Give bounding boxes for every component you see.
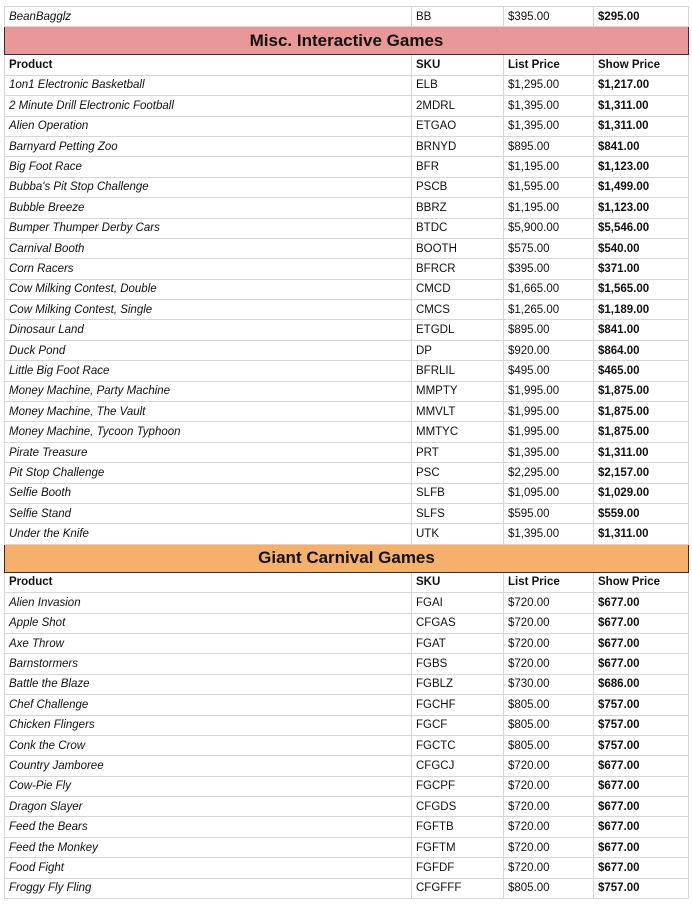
list-price-cell: $895.00 [504, 136, 594, 156]
product-cell: Selfie Booth [5, 483, 412, 503]
show-price-cell: $1,029.00 [594, 483, 689, 503]
product-cell: Barnyard Petting Zoo [5, 136, 412, 156]
product-cell: Pit Stop Challenge [5, 463, 412, 483]
list-price-cell: $1,995.00 [504, 402, 594, 422]
show-price-cell: $1,217.00 [594, 75, 689, 95]
sku-cell: SLFS [412, 503, 504, 523]
list-price-cell: $495.00 [504, 361, 594, 381]
show-price-cell: $371.00 [594, 259, 689, 279]
table-row [5, 695, 689, 715]
sku-cell: BTDC [412, 218, 504, 238]
show-price-cell: $757.00 [594, 735, 689, 755]
sku-cell: SLFB [412, 483, 504, 503]
show-price-cell: $757.00 [594, 715, 689, 735]
section-title: Misc. Interactive Games [5, 27, 689, 55]
list-price-header: List Price [504, 572, 594, 592]
list-price-cell: $1,665.00 [504, 279, 594, 299]
product-cell: Barnstormers [5, 654, 412, 674]
product-cell: Cow-Pie Fly [5, 776, 412, 796]
list-price-cell: $1,595.00 [504, 177, 594, 197]
product-cell: Bubba's Pit Stop Challenge [5, 177, 412, 197]
table-row [5, 340, 689, 360]
product-cell: Froggy Fly Fling [5, 878, 412, 898]
list-price-cell: $1,195.00 [504, 157, 594, 177]
table-row [5, 320, 689, 340]
list-price-cell: $720.00 [504, 837, 594, 857]
sku-cell: FGFTB [412, 817, 504, 837]
table-row [5, 198, 689, 218]
sku-cell: FGAT [412, 633, 504, 653]
list-price-cell: $395.00 [504, 259, 594, 279]
table-row [5, 75, 689, 95]
section-title: Giant Carnival Games [5, 544, 689, 572]
sku-cell: ELB [412, 75, 504, 95]
product-cell: Dragon Slayer [5, 797, 412, 817]
product-cell: Under the Knife [5, 524, 412, 544]
sku-cell: FGAI [412, 593, 504, 613]
table-row [5, 715, 689, 735]
table-row [5, 797, 689, 817]
product-cell: Pirate Treasure [5, 442, 412, 462]
show-price-header: Show Price [594, 572, 689, 592]
sku-cell: FGCF [412, 715, 504, 735]
product-cell: 1on1 Electronic Basketball [5, 75, 412, 95]
product-cell: Cow Milking Contest, Single [5, 300, 412, 320]
show-price-cell: $841.00 [594, 136, 689, 156]
sku-cell: PSC [412, 463, 504, 483]
sku-header: SKU [412, 572, 504, 592]
product-cell: Alien Operation [5, 116, 412, 136]
list-price-cell: $1,995.00 [504, 381, 594, 401]
sku-cell: BBRZ [412, 198, 504, 218]
show-price-cell: $2,157.00 [594, 463, 689, 483]
sku-cell: CFGFFF [412, 878, 504, 898]
show-price-cell: $1,189.00 [594, 300, 689, 320]
list-price-cell: $720.00 [504, 756, 594, 776]
product-cell: Chicken Flingers [5, 715, 412, 735]
list-price-cell: $1,295.00 [504, 75, 594, 95]
sku-cell: BOOTH [412, 238, 504, 258]
table-row [5, 136, 689, 156]
show-price-cell: $1,311.00 [594, 442, 689, 462]
table-row [5, 524, 689, 544]
sku-cell: ETGAO [412, 116, 504, 136]
list-price-cell: $920.00 [504, 340, 594, 360]
show-price-cell: $1,565.00 [594, 279, 689, 299]
list-price-cell: $575.00 [504, 238, 594, 258]
table-row [5, 817, 689, 837]
show-price-cell: $757.00 [594, 878, 689, 898]
show-price-cell: $686.00 [594, 674, 689, 694]
table-row [5, 381, 689, 401]
price-table [4, 6, 689, 899]
show-price-cell: $1,123.00 [594, 157, 689, 177]
sku-cell: BFRLIL [412, 361, 504, 381]
product-cell: Cow Milking Contest, Double [5, 279, 412, 299]
sku-cell: CFGDS [412, 797, 504, 817]
table-row [5, 157, 689, 177]
table-row [5, 259, 689, 279]
sku-cell: FGCHF [412, 695, 504, 715]
header-row [5, 55, 689, 75]
product-cell: Big Foot Race [5, 157, 412, 177]
sku-cell: MMTYC [412, 422, 504, 442]
table-row [5, 279, 689, 299]
show-price-cell: $1,875.00 [594, 422, 689, 442]
list-price-cell: $895.00 [504, 320, 594, 340]
section-banner [5, 27, 689, 55]
show-price-cell: $1,875.00 [594, 402, 689, 422]
list-price-cell: $730.00 [504, 674, 594, 694]
table-row [5, 238, 689, 258]
list-price-cell: $1,195.00 [504, 198, 594, 218]
table-row [5, 361, 689, 381]
table-row [5, 218, 689, 238]
show-price-cell: $1,875.00 [594, 381, 689, 401]
section-banner [5, 544, 689, 572]
sku-cell: FGBS [412, 654, 504, 674]
list-price-cell: $805.00 [504, 735, 594, 755]
sku-cell: ETGDL [412, 320, 504, 340]
table-row [5, 837, 689, 857]
product-cell: Feed the Bears [5, 817, 412, 837]
show-price-cell: $677.00 [594, 756, 689, 776]
sku-cell: FGBLZ [412, 674, 504, 694]
list-price-cell: $720.00 [504, 633, 594, 653]
table-row [5, 7, 689, 27]
list-price-cell: $805.00 [504, 715, 594, 735]
product-cell: Little Big Foot Race [5, 361, 412, 381]
list-price-cell: $805.00 [504, 878, 594, 898]
product-cell: Alien Invasion [5, 593, 412, 613]
sku-cell: DP [412, 340, 504, 360]
table-row [5, 402, 689, 422]
list-price-cell: $720.00 [504, 593, 594, 613]
show-price-cell: $465.00 [594, 361, 689, 381]
sku-cell: BB [412, 7, 504, 27]
list-price-cell: $720.00 [504, 776, 594, 796]
sku-cell: FGFDF [412, 858, 504, 878]
product-cell: Food Fight [5, 858, 412, 878]
show-price-cell: $540.00 [594, 238, 689, 258]
list-price-cell: $1,265.00 [504, 300, 594, 320]
show-price-cell: $677.00 [594, 613, 689, 633]
list-price-header: List Price [504, 55, 594, 75]
sku-header: SKU [412, 55, 504, 75]
show-price-cell: $757.00 [594, 695, 689, 715]
sku-cell: BFR [412, 157, 504, 177]
show-price-cell: $677.00 [594, 817, 689, 837]
table-row [5, 503, 689, 523]
list-price-cell: $1,395.00 [504, 524, 594, 544]
sku-cell: CFGCJ [412, 756, 504, 776]
sku-cell: BRNYD [412, 136, 504, 156]
table-row [5, 613, 689, 633]
table-row [5, 300, 689, 320]
show-price-cell: $677.00 [594, 654, 689, 674]
show-price-cell: $1,499.00 [594, 177, 689, 197]
product-cell: Bubble Breeze [5, 198, 412, 218]
list-price-cell: $1,395.00 [504, 116, 594, 136]
sku-cell: PRT [412, 442, 504, 462]
table-row [5, 593, 689, 613]
table-row [5, 116, 689, 136]
sku-cell: FGCTC [412, 735, 504, 755]
list-price-cell: $5,900.00 [504, 218, 594, 238]
list-price-cell: $595.00 [504, 503, 594, 523]
show-price-cell: $677.00 [594, 633, 689, 653]
show-price-cell: $677.00 [594, 593, 689, 613]
table-row [5, 756, 689, 776]
show-price-cell: $1,311.00 [594, 96, 689, 116]
show-price-cell: $5,546.00 [594, 218, 689, 238]
show-price-cell: $677.00 [594, 797, 689, 817]
product-cell: Selfie Stand [5, 503, 412, 523]
table-row [5, 633, 689, 653]
show-price-cell: $864.00 [594, 340, 689, 360]
product-cell: Carnival Booth [5, 238, 412, 258]
table-row [5, 776, 689, 796]
list-price-cell: $1,995.00 [504, 422, 594, 442]
show-price-cell: $1,311.00 [594, 116, 689, 136]
table-row [5, 463, 689, 483]
table-row [5, 654, 689, 674]
list-price-cell: $720.00 [504, 797, 594, 817]
product-header: Product [5, 572, 412, 592]
product-cell: Conk the Crow [5, 735, 412, 755]
product-cell: Country Jamboree [5, 756, 412, 776]
sku-cell: CMCS [412, 300, 504, 320]
list-price-cell: $805.00 [504, 695, 594, 715]
header-row [5, 572, 689, 592]
list-price-cell: $1,095.00 [504, 483, 594, 503]
sku-cell: MMVLT [412, 402, 504, 422]
show-price-cell: $677.00 [594, 837, 689, 857]
table-row [5, 674, 689, 694]
product-cell: 2 Minute Drill Electronic Football [5, 96, 412, 116]
show-price-header: Show Price [594, 55, 689, 75]
table-row [5, 483, 689, 503]
sku-cell: 2MDRL [412, 96, 504, 116]
list-price-cell: $720.00 [504, 858, 594, 878]
product-cell: Chef Challenge [5, 695, 412, 715]
show-price-cell: $677.00 [594, 776, 689, 796]
list-price-cell: $2,295.00 [504, 463, 594, 483]
list-price-cell: $395.00 [504, 7, 594, 27]
sku-cell: FGCPF [412, 776, 504, 796]
show-price-cell: $677.00 [594, 858, 689, 878]
sku-cell: MMPTY [412, 381, 504, 401]
product-cell: Feed the Monkey [5, 837, 412, 857]
table-row [5, 735, 689, 755]
sku-cell: PSCB [412, 177, 504, 197]
product-cell: Apple Shot [5, 613, 412, 633]
product-cell: Money Machine, Tycoon Typhoon [5, 422, 412, 442]
show-price-cell: $841.00 [594, 320, 689, 340]
list-price-cell: $720.00 [504, 613, 594, 633]
product-cell: Axe Throw [5, 633, 412, 653]
sku-cell: UTK [412, 524, 504, 544]
sku-cell: FGFTM [412, 837, 504, 857]
price-sheet [4, 6, 688, 899]
list-price-cell: $720.00 [504, 817, 594, 837]
product-cell: BeanBagglz [5, 7, 412, 27]
table-row [5, 177, 689, 197]
product-cell: Dinosaur Land [5, 320, 412, 340]
table-row [5, 422, 689, 442]
list-price-cell: $720.00 [504, 654, 594, 674]
table-row [5, 442, 689, 462]
table-row [5, 878, 689, 898]
table-row [5, 96, 689, 116]
product-cell: Corn Racers [5, 259, 412, 279]
product-cell: Battle the Blaze [5, 674, 412, 694]
sku-cell: BFRCR [412, 259, 504, 279]
show-price-cell: $559.00 [594, 503, 689, 523]
show-price-cell: $1,311.00 [594, 524, 689, 544]
product-cell: Duck Pond [5, 340, 412, 360]
show-price-cell: $295.00 [594, 7, 689, 27]
list-price-cell: $1,395.00 [504, 96, 594, 116]
product-cell: Bumper Thumper Derby Cars [5, 218, 412, 238]
product-cell: Money Machine, Party Machine [5, 381, 412, 401]
list-price-cell: $1,395.00 [504, 442, 594, 462]
product-header: Product [5, 55, 412, 75]
sku-cell: CMCD [412, 279, 504, 299]
table-row [5, 858, 689, 878]
sku-cell: CFGAS [412, 613, 504, 633]
show-price-cell: $1,123.00 [594, 198, 689, 218]
product-cell: Money Machine, The Vault [5, 402, 412, 422]
